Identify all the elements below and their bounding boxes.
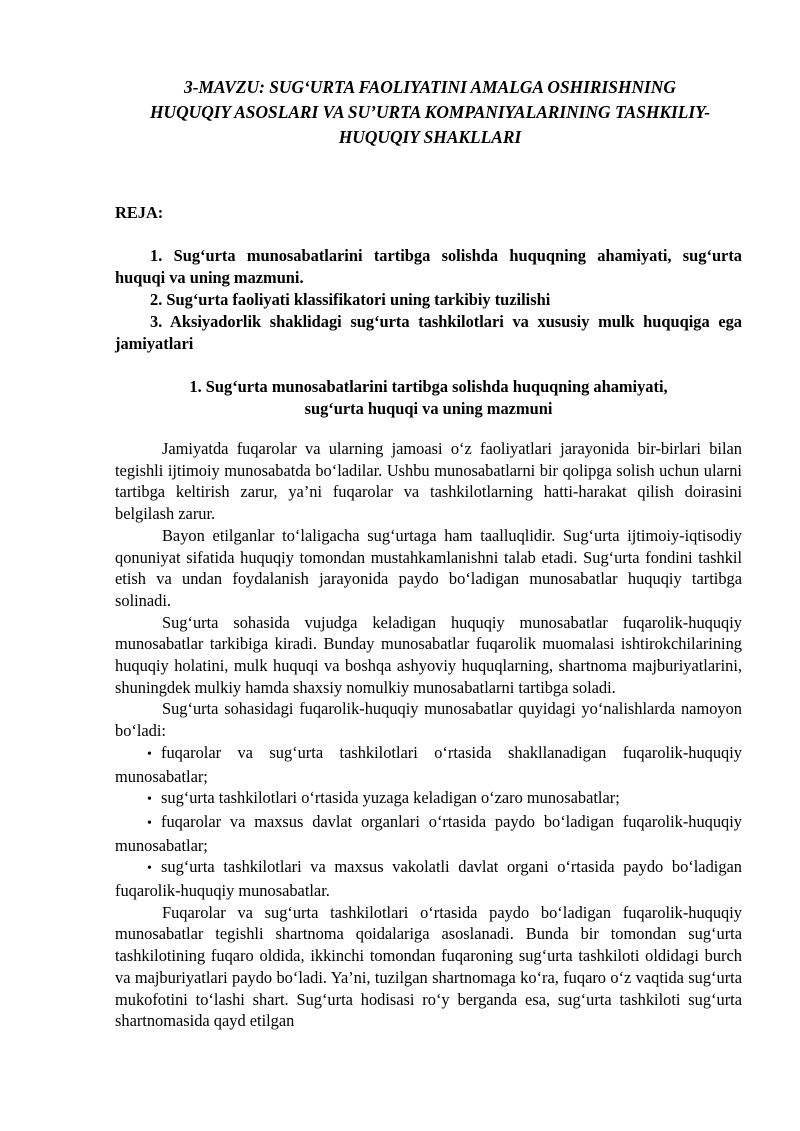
plan-heading: REJA: [115, 203, 164, 222]
bullet-icon: • [147, 792, 152, 808]
title-line-2: HUQUQIY ASOSLARI VA SU’URTA KOMPANIYALARINING TASHKILIY- [149, 102, 710, 122]
plan-list [115, 245, 742, 355]
bullet-icon: • [147, 861, 152, 877]
paragraph-2: Bayon etilganlar to‘laligacha sug‘urtaga ham taalluqlidir. Sug‘urta ijtimoiy-iqtisodiy qonuniyat sifatida huquqiy tomondan mustahkamlanishni talab etadi. Sug‘urta fondini tashkil etish va undan foydalanish jarayonida paydo bo‘ladigan munosabatlar huquqiy tartibga solinadi. [115, 525, 742, 610]
section-title-line-2: sug‘urta huquqi va uning mazmuni [304, 399, 553, 418]
bullet-text-1: fuqarolar va sug‘urta tashkilotlari o‘rtasida shakllanadigan fuqarolik-huquqiy munosabatlar; [115, 742, 742, 786]
title-line-1: 3-MAVZU: SUG‘URTA FAOLIYATINI AMALGA OSHIRISHNING [184, 77, 676, 97]
bullet-text-3: fuqarolar va maxsus davlat organlari o‘rtasida paydo bo‘ladigan fuqarolik-huquqiy munosabatlar; [115, 811, 742, 855]
plan-item-3: 3. Aksiyadorlik shaklidagi sug‘urta tashkilotlari va xususiy mulk huquqiga ega jamiyatlari [115, 312, 742, 353]
title-line-3: HUQUQIY SHAKLLARI [338, 127, 522, 147]
plan-item-1: 1. Sug‘urta munosabatlarini tartibga solishda huquqning ahamiyati, sug‘urta huquqi va uning mazmuni. [115, 246, 742, 287]
bullet-item-4 [115, 856, 742, 901]
bullet-icon: • [147, 746, 152, 762]
paragraph-3: Sug‘urta sohasida vujudga keladigan huquqiy munosabatlar fuqarolik-huquqiy munosabatlar tarkibiga kiradi. Bunday munosabatlar fuqarolik muomalasi ishtirokchilarining huquqiy holatini, mulk huquqi va boshqa ashyoviy huquqlarning, shartnoma majburiyatlarini, shuningdek mulkiy hamda shaxsiy nomulkiy munosabatlarni tartibga soladi. [115, 612, 742, 697]
paragraph-1: Jamiyatda fuqarolar va ularning jamoasi o‘z faoliyatlari jarayonida bir-birlari bilan tegishli ijtimoiy munosabatda bo‘ladilar. Ushbu munosabatlarni bir qolipga solish uchun ularni tartibga keltirish zarur, ya’ni fuqarolar va tashkilotlarning hatti-harakat qilish doirasini belgilash zarur. [115, 439, 742, 524]
paragraph-5: Fuqarolar va sug‘urta tashkilotlari o‘rtasida paydo bo‘ladigan fuqarolik-huquqiy munosabatlar tegishli shartnoma qoidalariga asoslanadi. Bunda bir tomondan sug‘urta tashkilotining fuqaro oldida, ikkinchi tomondan fuqaroning sug‘urta tashkiloti oldidagi burch va majburiyatlari paydo bo‘ladi. Ya’ni, tuzilgan shartnomaga ko‘ra, fuqaro o‘z vaqtida sug‘urta mukofotini to‘lashi shart. Sug‘urta hodisasi ro‘y berganda esa, sug‘urta tashkiloti sug‘urta shartnomasida qayd etilgan [115, 902, 742, 1031]
bullet-icon: • [147, 815, 152, 831]
section-title-line-1: 1. Sug‘urta munosabatlarini tartibga solishda huquqning ahamiyati, [189, 377, 668, 396]
bullet-item-3 [115, 811, 742, 856]
bullet-item-1 [115, 742, 742, 787]
body-text [115, 438, 742, 1032]
document-title [115, 75, 745, 150]
plan-item-2: 2. Sug‘urta faoliyati klassifikatori uning tarkibiy tuzilishi [150, 290, 551, 309]
bullet-text-4: sug‘urta tashkilotlari va maxsus vakolatli davlat organi o‘rtasida paydo bo‘ladigan fuqarolik-huquqiy munosabatlar. [115, 857, 742, 901]
bullet-item-2 [115, 787, 742, 811]
paragraph-4: Sug‘urta sohasidagi fuqarolik-huquqiy munosabatlar quyidagi yo‘nalishlarda namoyon bo‘ladi: [115, 699, 742, 741]
bullet-text-2: sug‘urta tashkilotlari o‘rtasida yuzaga keladigan o‘zaro munosabatlar; [161, 788, 620, 808]
section-title [115, 376, 742, 420]
